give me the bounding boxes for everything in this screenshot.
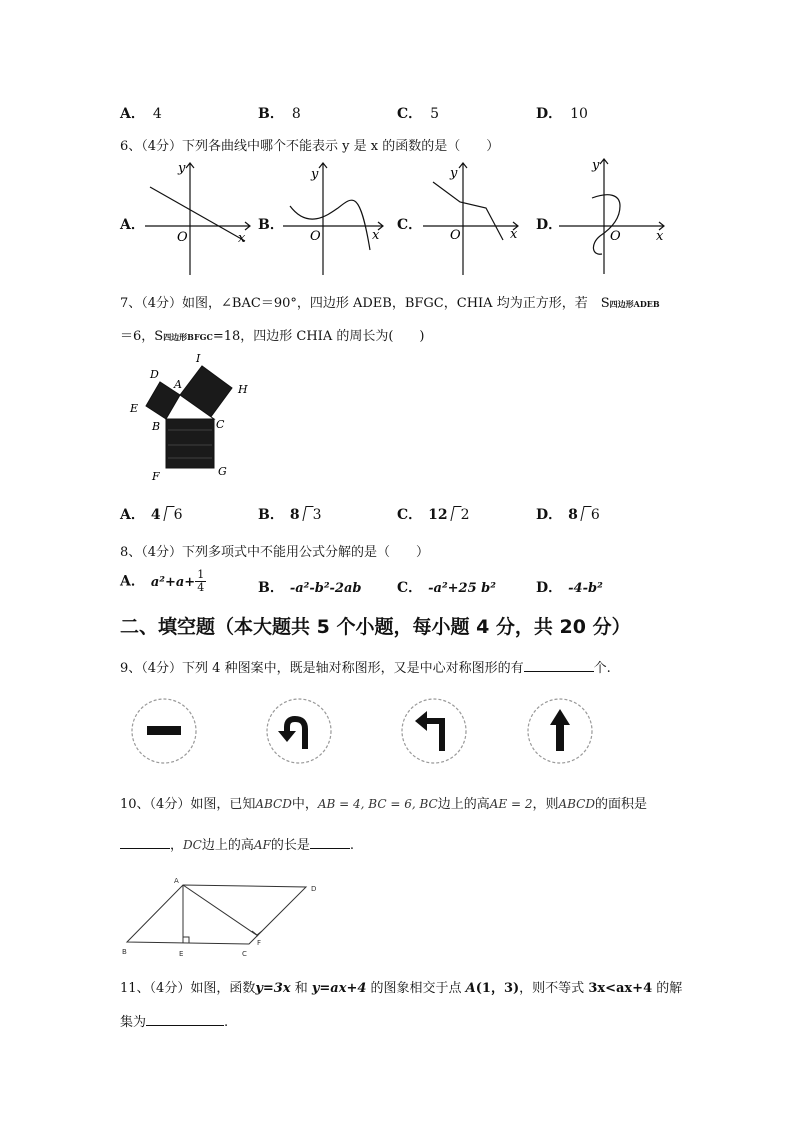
q11-text: 和 <box>290 981 312 996</box>
curve-wave <box>290 200 370 250</box>
q9-text: 9、（4分）下列 4 种图案中，既是轴对称图形，又是中心对称图形的有 <box>120 661 524 676</box>
label-c: C <box>242 950 247 958</box>
option-label: A． <box>120 106 145 122</box>
q11-text: 集为 <box>120 1015 147 1030</box>
option-coef: 8 <box>289 507 300 523</box>
origin-label: O <box>177 230 188 245</box>
option-coef: 8 <box>568 507 578 523</box>
q7-text: 7、（4分）如图，∠BAC＝90°，四边形 ADEB，BFGC，CHIA 均为正方形，若 S <box>120 296 610 311</box>
q10-text: . <box>349 838 354 853</box>
label-d: D <box>150 368 159 381</box>
origin-label: O <box>310 229 321 244</box>
option-label: B． <box>258 106 284 122</box>
square-bfgc <box>166 419 214 468</box>
q6-stem: 6、（4分）下列各曲线中哪个不能表示 y 是 x 的函数的是（ ） <box>120 139 500 154</box>
q11-text: 的图象相交于点 <box>366 981 466 996</box>
q6-option-b-label[interactable]: B． <box>258 217 284 233</box>
label-e: E <box>130 402 139 415</box>
x-label: x <box>238 231 246 246</box>
q8-option-b[interactable] <box>258 577 362 597</box>
q9-sign-minus <box>130 697 200 767</box>
q11-answer-blank[interactable] <box>146 1013 224 1026</box>
q5-option-b[interactable] <box>258 103 301 123</box>
fraction-den: 4 <box>197 581 205 594</box>
q8-option-d[interactable] <box>536 577 603 597</box>
math-ae: AE = 2 <box>489 797 533 811</box>
height-af <box>183 885 258 936</box>
minus-bar-icon <box>147 726 181 735</box>
q10-figure <box>118 872 328 962</box>
q11-text: . <box>224 1015 229 1030</box>
q10-text: 10、（4分）如图，已知 <box>120 797 256 812</box>
label-a: A <box>174 378 182 391</box>
label-f: F <box>257 939 262 947</box>
fraction <box>195 569 206 594</box>
origin-label: O <box>610 229 621 244</box>
q5-option-c[interactable] <box>397 103 439 123</box>
q10-text: 边上的高 <box>437 797 490 812</box>
y-label: y <box>178 161 186 176</box>
x-label: x <box>656 229 664 244</box>
q10-height-blank[interactable] <box>310 836 350 849</box>
q7-figure <box>128 350 263 485</box>
q9-sign-left-turn <box>400 697 470 767</box>
math-f1: y=3x <box>255 981 291 996</box>
y-label: y <box>311 167 319 182</box>
option-value: 4 <box>152 106 162 122</box>
q6-option-c-label[interactable]: C． <box>397 217 423 233</box>
x-label: x <box>510 227 518 242</box>
left-turn-arrow-icon <box>426 721 442 751</box>
q6-graph-d <box>556 156 671 278</box>
math-given: AB = 4, BC = 6, BC <box>317 797 438 811</box>
q5-option-d[interactable] <box>536 103 588 123</box>
option-value: 8 <box>291 106 301 122</box>
q7-text: =18，四边形 CHIA 的周长为( ) <box>212 329 425 344</box>
q6-graph-c <box>418 160 533 278</box>
q6-option-a-label[interactable]: A． <box>120 217 145 233</box>
q7-subscript: 四边形BFGC <box>163 332 213 342</box>
option-label: B． <box>258 580 284 596</box>
option-expr: -a²+25 b² <box>428 581 496 596</box>
label-i: I <box>196 352 201 365</box>
option-coef: 12 <box>428 507 448 523</box>
q5-option-a[interactable] <box>120 103 162 123</box>
q10-text: 的面积是 <box>594 797 647 812</box>
option-expr: a²+a+ <box>150 574 196 590</box>
label-b: B <box>122 948 127 956</box>
sqrt-symbol: 6 <box>165 507 183 523</box>
option-value: 10 <box>570 106 588 122</box>
label-f: F <box>152 470 160 483</box>
option-label: A． <box>120 573 145 590</box>
q9-stem <box>120 657 611 676</box>
option-coef: 4 <box>150 507 161 523</box>
math-abcd: ABCD <box>558 797 595 811</box>
y-label: y <box>592 158 600 173</box>
label-c: C <box>216 418 225 431</box>
q7-option-d[interactable] <box>536 504 600 524</box>
option-label: D． <box>536 507 563 523</box>
q7-subscript: 四边形ADEB <box>609 299 660 309</box>
math-f2: y=ax+4 <box>311 981 367 996</box>
q9-sign-uturn <box>265 697 335 767</box>
q8-option-a[interactable] <box>120 569 206 594</box>
math-inequality: 3x<ax+4 <box>588 981 653 996</box>
q8-stem: 8、（4分）下列多项式中不能用公式分解的是（ ） <box>120 545 430 560</box>
math-point: A <box>465 981 476 996</box>
q9-sign-straight <box>526 697 596 767</box>
q10-text: ， <box>170 838 184 853</box>
option-label: C． <box>397 507 423 523</box>
curve-line <box>150 187 245 241</box>
straight-arrow-icon <box>556 723 564 751</box>
q7-option-a[interactable] <box>120 504 183 524</box>
x-label: x <box>372 228 380 243</box>
q6-option-d-label[interactable]: D． <box>536 217 563 233</box>
label-h: H <box>238 383 248 396</box>
sqrt-symbol: 6 <box>582 507 600 523</box>
q10-text: 边上的高 <box>201 838 254 853</box>
q10-text: ，则 <box>532 797 559 812</box>
math-abcd: ABCD <box>255 797 292 811</box>
q9-suffix: 个. <box>593 661 611 676</box>
q11-line2 <box>120 1011 228 1030</box>
q10-line2 <box>120 834 354 853</box>
option-expr: -a²-b²-2ab <box>289 581 362 596</box>
fraction-num: 1 <box>197 568 205 581</box>
option-value: 5 <box>430 106 440 122</box>
section-heading-fill-in: 二、填空题（本大题共 5 个小题，每小题 4 分，共 20 分） <box>120 616 631 638</box>
label-a: A <box>174 877 179 885</box>
curve-s <box>592 195 620 254</box>
q10-area-blank[interactable] <box>120 836 170 849</box>
sqrt-symbol: 3 <box>304 507 322 523</box>
label-d: D <box>311 885 317 893</box>
label-b: B <box>152 420 161 433</box>
q7-option-c[interactable] <box>397 504 470 524</box>
q6-graph-a <box>140 160 255 278</box>
sqrt-symbol: 2 <box>452 507 470 523</box>
math-af: AF <box>253 838 271 852</box>
label-g: G <box>218 465 227 478</box>
q10-text: 中， <box>291 797 318 812</box>
q11-text: ，则不等式 <box>519 981 589 996</box>
q11-text: 11、（4分）如图，函数 <box>120 981 256 996</box>
option-label: D． <box>536 106 563 122</box>
option-label: C． <box>397 106 423 122</box>
q7-stem-line1 <box>120 292 660 311</box>
label-e: E <box>179 950 184 958</box>
q9-answer-blank[interactable] <box>524 659 594 672</box>
origin-label: O <box>450 228 461 243</box>
option-label: B． <box>258 507 284 523</box>
q8-option-c[interactable] <box>397 577 496 597</box>
y-label: y <box>450 166 458 181</box>
q11-text: 的解 <box>652 981 683 996</box>
math-dc: DC <box>183 838 202 852</box>
option-label: C． <box>397 580 423 596</box>
q11-line1 <box>120 977 682 996</box>
option-expr: -4-b² <box>568 581 603 596</box>
q10-text: 的长是 <box>270 838 310 853</box>
parallelogram-abcd <box>127 885 306 944</box>
curve-polyline <box>433 182 503 240</box>
math-coord: (1，3) <box>475 981 520 996</box>
q6-graph-b <box>278 160 393 278</box>
q10-line1 <box>120 793 647 812</box>
q7-option-b[interactable] <box>258 504 322 524</box>
q7-stem-line2 <box>120 325 424 344</box>
option-label: D． <box>536 580 563 596</box>
option-label: A． <box>120 507 145 523</box>
q7-text: ＝6，S <box>120 329 164 344</box>
